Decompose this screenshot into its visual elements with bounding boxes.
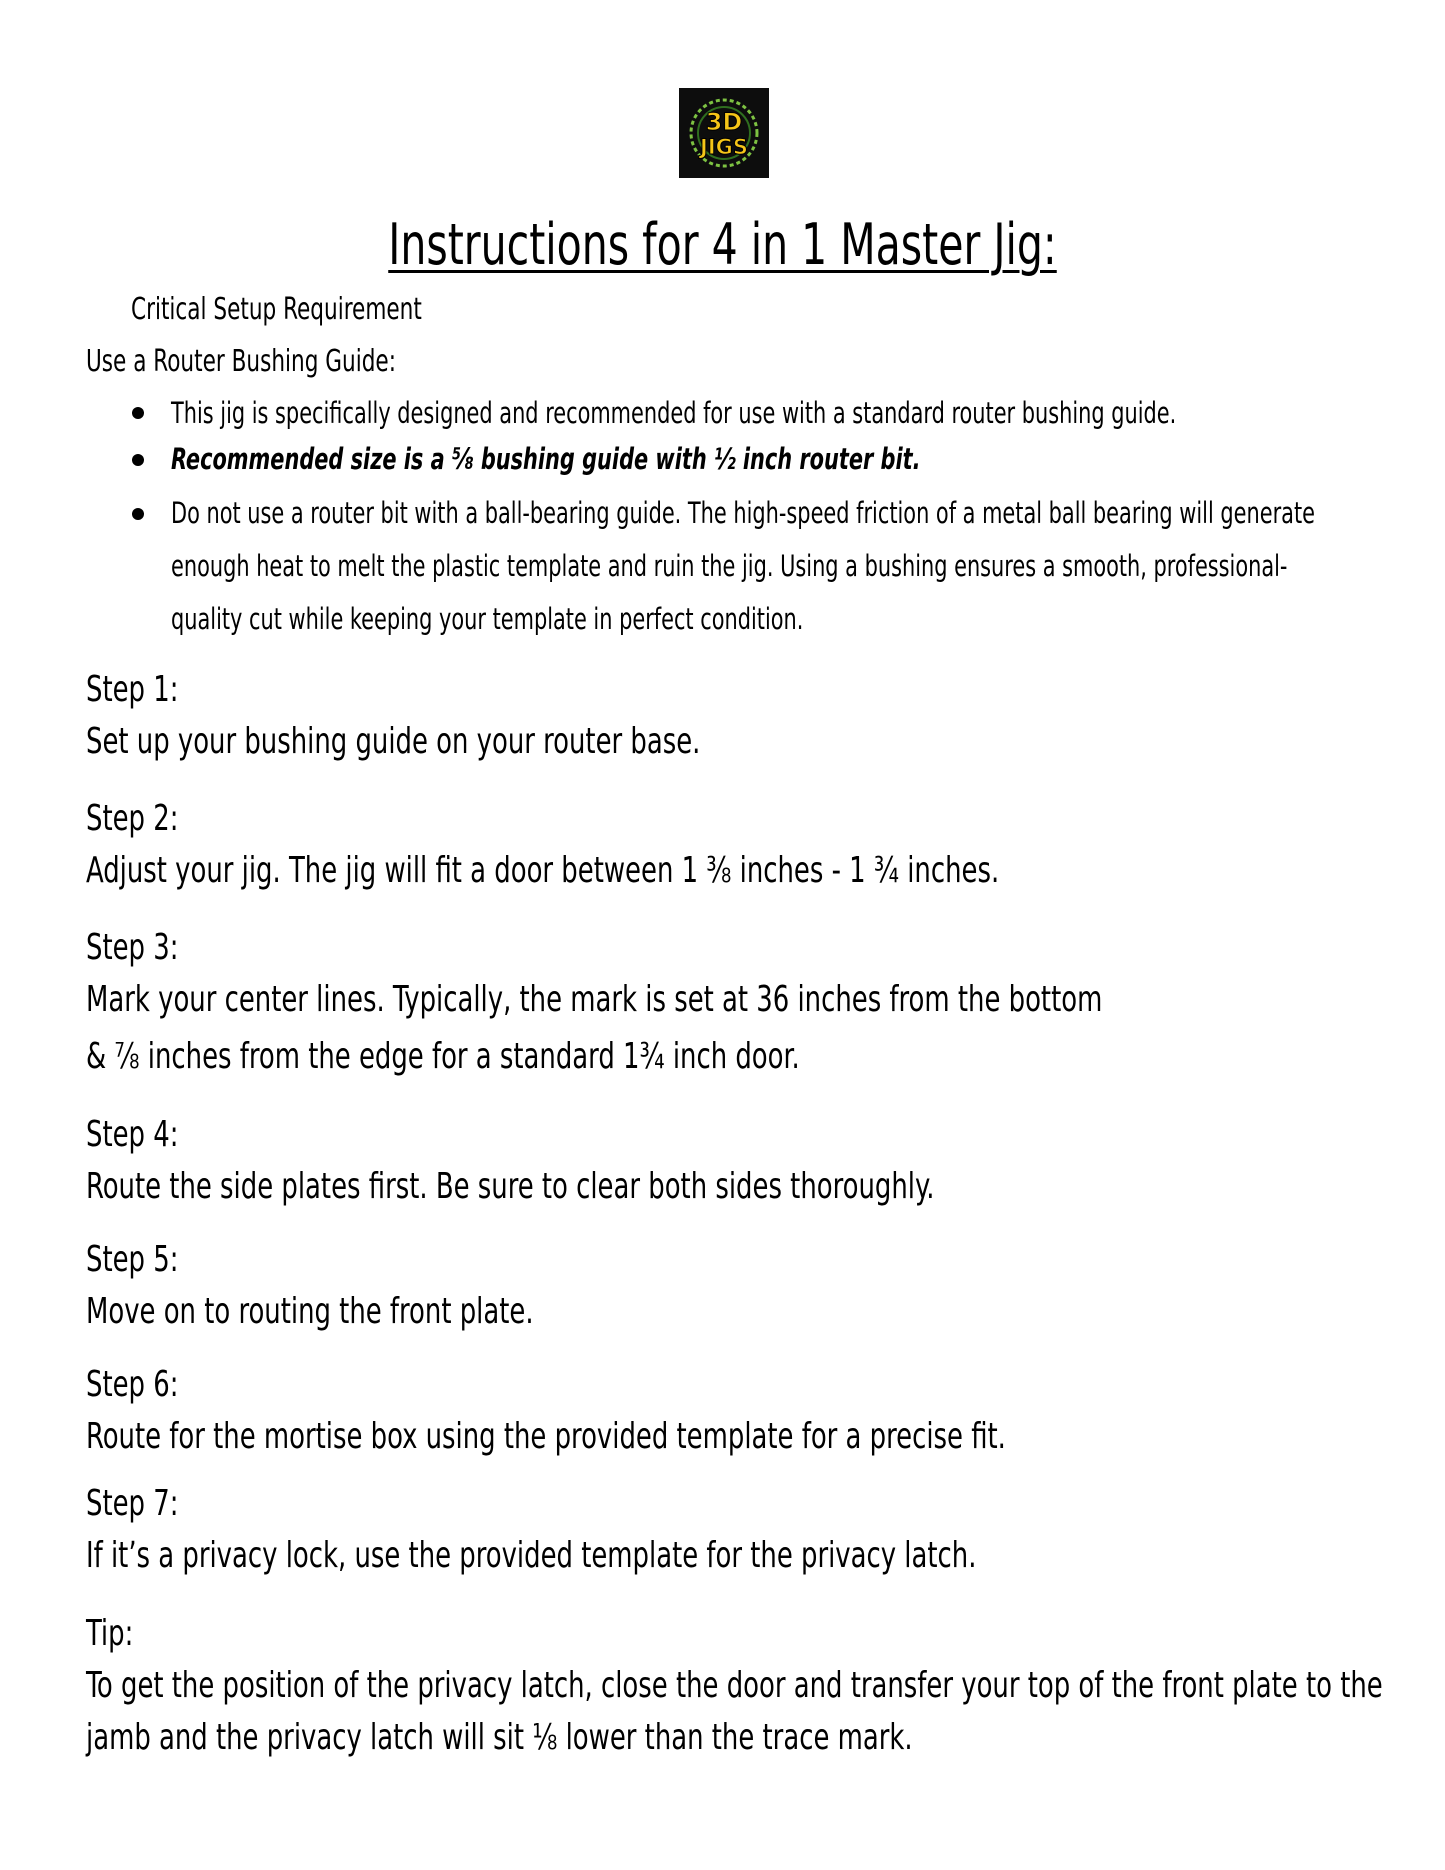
- step-3: [86, 922, 1102, 1088]
- step-7: [86, 1478, 976, 1582]
- logo-text-jigs: JIGS: [700, 135, 748, 159]
- setup-bullet-list: [130, 393, 1360, 646]
- step-text: Move on to routing the front plate.: [86, 1291, 534, 1332]
- step-5: [86, 1234, 534, 1338]
- bullet-dot-icon: [132, 508, 144, 520]
- step-heading: Step 7:: [86, 1483, 179, 1524]
- 3d-jigs-logo: [679, 88, 769, 178]
- step-text: & ⅞ inches from the edge for a standard 1¾ inch door.: [86, 1036, 800, 1077]
- tip-text: To get the position of the privacy latch, close the door and transfer your top of the front plate to the: [86, 1665, 1383, 1706]
- step-text: Route the side plates first. Be sure to clear both sides thoroughly.: [86, 1166, 935, 1207]
- step-text: Mark your center lines. Typically, the mark is set at 36 inches from the bottom: [86, 979, 1103, 1020]
- tip-heading: Tip:: [86, 1613, 134, 1654]
- step-heading: Step 5:: [86, 1239, 179, 1280]
- step-text: If it’s a privacy lock, use the provided template for the privacy latch.: [86, 1535, 977, 1576]
- bullet-dot-icon: [132, 454, 144, 466]
- tip: [86, 1608, 1383, 1764]
- bullet-text: This jig is specifically designed and recommended for use with a standard router bushing guide.: [171, 396, 1177, 430]
- step-1: [86, 664, 700, 768]
- bullet-text: Recommended size is a ⅝ bushing guide with ½ inch router bit.: [171, 442, 921, 476]
- step-text: Set up your bushing guide on your router base.: [86, 721, 701, 762]
- step-text: Route for the mortise box using the provided template for a precise fit.: [86, 1416, 1006, 1457]
- bullet-dot-icon: [132, 407, 144, 419]
- bullet-item: [130, 487, 1360, 646]
- step-2: [86, 793, 999, 897]
- step-heading: Step 1:: [86, 669, 179, 710]
- bullet-item: [130, 439, 1360, 487]
- tip-text: jamb and the privacy latch will sit ⅛ lower than the trace mark.: [86, 1717, 913, 1758]
- bullet-item: [130, 393, 1360, 439]
- router-bushing-heading: Use a Router Bushing Guide:: [86, 344, 396, 379]
- step-heading: Step 6:: [86, 1364, 179, 1405]
- step-6: [86, 1359, 1006, 1463]
- step-heading: Step 2:: [86, 798, 179, 839]
- critical-setup-heading: Critical Setup Requirement: [131, 292, 422, 327]
- page-title: Instructions for 4 in 1 Master Jig:: [388, 212, 1057, 278]
- step-heading: Step 4:: [86, 1114, 179, 1155]
- step-heading: Step 3:: [86, 927, 179, 968]
- step-4: [86, 1109, 934, 1213]
- bullet-text: Do not use a router bit with a ball-bearing guide. The high-speed friction of a metal ball bearing will generate enough heat to melt the plastic template and ruin the jig. Using a bushing ensures a smooth, professional-quality cut while keeping your template in perfect condition.: [171, 496, 1315, 636]
- logo-text-3d: 3D: [705, 108, 743, 136]
- step-text: Adjust your jig. The jig will fit a door between 1 ⅜ inches - 1 ¾ inches.: [86, 850, 1000, 891]
